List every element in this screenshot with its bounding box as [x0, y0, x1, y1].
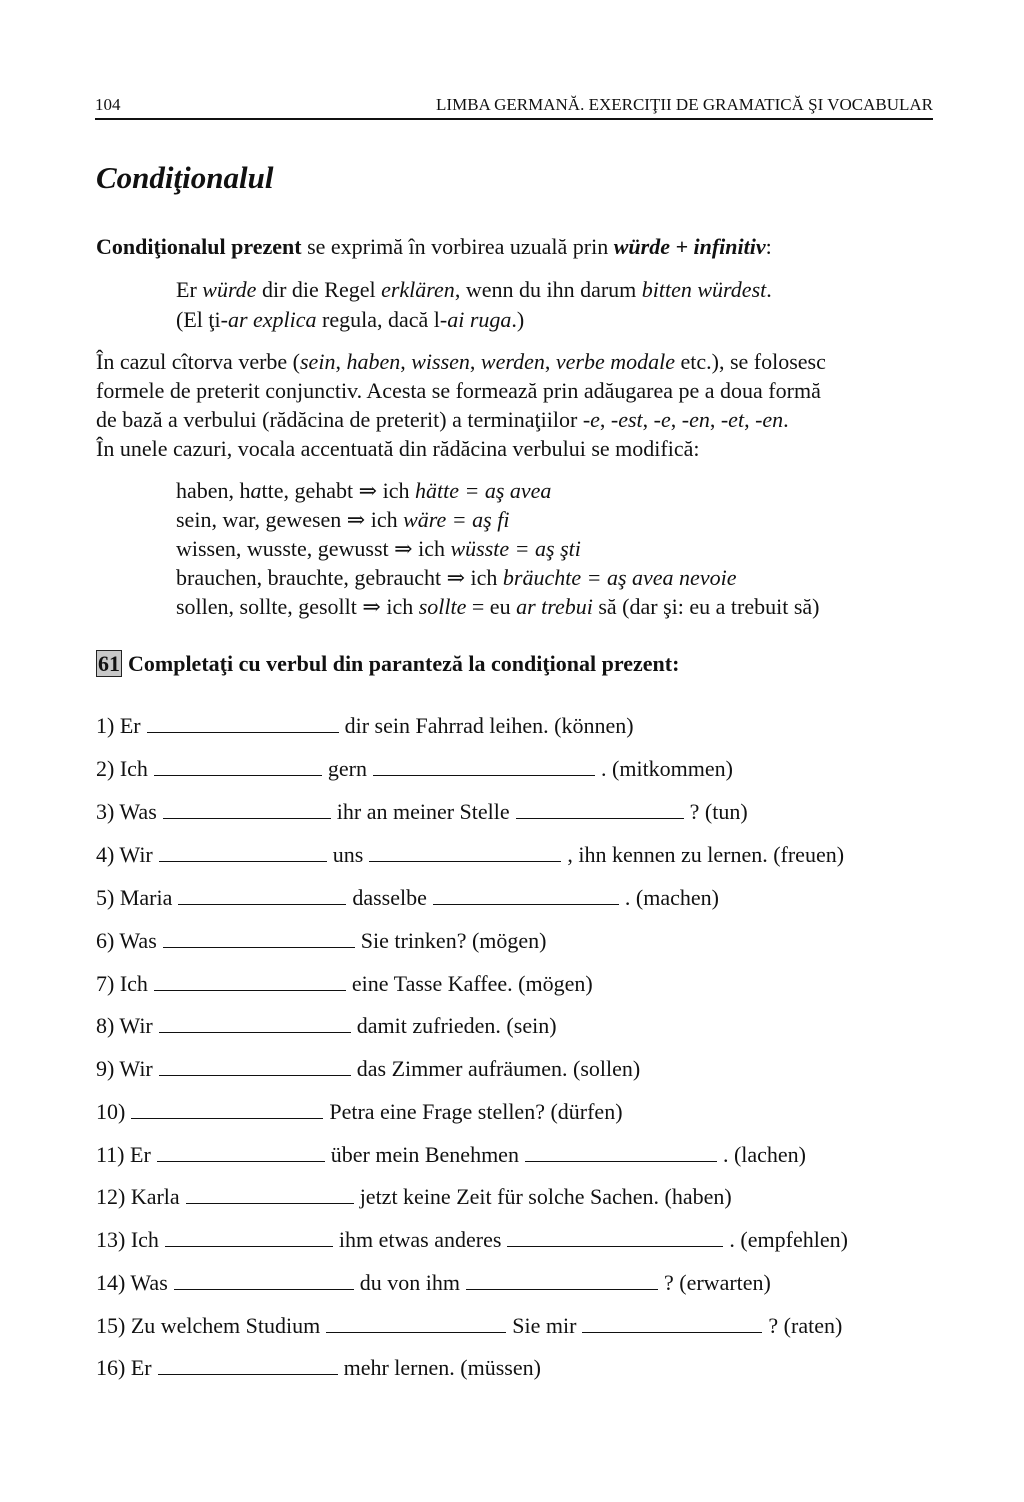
item-prefix: 14) Was: [96, 1270, 168, 1295]
item-prefix: 7) Ich: [96, 971, 148, 996]
text: În cazul cîtorva verbe (: [96, 349, 300, 374]
section-title: Condiţionalul: [96, 160, 274, 195]
exercise-item: [96, 754, 733, 783]
exercise-item: [96, 926, 547, 955]
item-text: das Zimmer aufräumen. (sollen): [356, 1056, 641, 1081]
answer-blank[interactable]: [326, 1312, 506, 1333]
text: wäre = aş fi: [403, 507, 510, 532]
text: haben, h: [176, 478, 251, 503]
text: ai ruga: [447, 307, 512, 332]
item-prefix: 2) Ich: [96, 756, 148, 781]
text: .: [766, 277, 772, 302]
text: de bază a verbului (rădăcina de preterit) a terminaţiilor: [96, 407, 583, 432]
answer-blank[interactable]: [159, 1055, 351, 1076]
item-suffix: ? (erwarten): [664, 1270, 771, 1295]
item-text: ihr an meiner Stelle: [336, 799, 510, 824]
exercise-item: [96, 1054, 640, 1083]
arrow-icon: ⇒: [394, 536, 413, 561]
text: wissen, wusste, gewusst: [176, 536, 395, 561]
paragraph-line-4: În unele cazuri, vocala accentuată din rădăcina verbului se modifică:: [96, 436, 700, 461]
text: haben: [346, 349, 401, 374]
arrow-icon: ⇒: [358, 478, 378, 503]
example-german: [176, 275, 772, 304]
answer-blank[interactable]: [147, 712, 339, 733]
answer-blank[interactable]: [163, 927, 355, 948]
text: ,: [544, 349, 556, 374]
item-text: jetzt keine Zeit für solche Sachen. (haben): [359, 1184, 732, 1209]
text: să (dar şi: eu a trebuit să): [592, 594, 820, 619]
text: wissen: [411, 349, 470, 374]
answer-blank[interactable]: [163, 798, 331, 819]
exercise-item: [96, 1353, 541, 1382]
answer-blank[interactable]: [525, 1141, 717, 1162]
text: = eu: [466, 594, 517, 619]
text: -et: [720, 407, 745, 432]
intro-text: se exprimă în vorbirea uzuală prin: [301, 234, 614, 259]
item-suffix: . (machen): [624, 885, 719, 910]
form-row: [176, 592, 820, 621]
item-text: uns: [332, 842, 364, 867]
answer-blank[interactable]: [373, 755, 595, 776]
text: -est: [610, 407, 643, 432]
answer-blank[interactable]: [186, 1183, 354, 1204]
text: , wenn du ihn darum: [454, 277, 642, 302]
item-text: damit zufrieden. (sein): [356, 1013, 557, 1038]
text: verbe modale: [555, 349, 675, 374]
item-prefix: 10): [96, 1099, 126, 1124]
exercise-item: [96, 1225, 848, 1254]
item-suffix: ? (raten): [768, 1313, 843, 1338]
answer-blank[interactable]: [165, 1226, 333, 1247]
item-text: eine Tasse Kaffee. (mögen): [351, 971, 593, 996]
answer-blank[interactable]: [131, 1098, 323, 1119]
text: tte, gehabt: [261, 478, 359, 503]
answer-blank[interactable]: [466, 1269, 658, 1290]
answer-blank[interactable]: [516, 798, 684, 819]
item-text: Sie mir: [512, 1313, 577, 1338]
text: a: [250, 478, 262, 503]
text: ,: [642, 407, 654, 432]
exercise-heading: [96, 649, 679, 678]
text: ich: [412, 536, 451, 561]
item-prefix: 12) Karla: [96, 1184, 180, 1209]
item-prefix: 16) Er: [96, 1355, 152, 1380]
text: ,: [469, 349, 481, 374]
text: .: [783, 407, 789, 432]
item-prefix: 6) Was: [96, 928, 157, 953]
running-title: LIMBA GERMANĂ. EXERCIŢII DE GRAMATICĂ ŞI VOCABULAR: [436, 95, 933, 114]
item-text: gern: [327, 756, 368, 781]
paragraph-line-2: formele de preterit conjunctiv. Acesta se formează prin adăugarea pe a doua formă: [96, 378, 821, 403]
exercise-item: [96, 1140, 806, 1169]
item-prefix: 5) Maria: [96, 885, 173, 910]
text: ich: [365, 507, 404, 532]
text: ,: [599, 407, 611, 432]
form-row: [176, 505, 509, 534]
exercise-item: [96, 840, 844, 869]
text: hätte = aş avea: [415, 478, 552, 503]
text: ,: [335, 349, 347, 374]
arrow-icon: ⇒: [346, 507, 366, 532]
text: ,: [400, 349, 412, 374]
paragraph-line-1: [96, 347, 826, 376]
answer-blank[interactable]: [154, 755, 322, 776]
item-text: dasselbe: [352, 885, 427, 910]
item-text: ihm etwas anderes: [338, 1227, 502, 1252]
answer-blank[interactable]: [154, 970, 346, 991]
text: bräuchte = aş avea nevoie: [502, 565, 737, 590]
text: würde: [202, 277, 257, 302]
intro-term: Condiţionalul prezent: [96, 234, 302, 259]
intro-paragraph: [96, 232, 772, 261]
item-text: Petra eine Frage stellen? (dürfen): [329, 1099, 623, 1124]
text: dir die Regel: [256, 277, 382, 302]
item-prefix: 4) Wir: [96, 842, 153, 867]
text: ar trebui: [516, 594, 593, 619]
text: -en: [755, 407, 784, 432]
text: ,: [744, 407, 756, 432]
item-prefix: 15) Zu welchem Studium: [96, 1313, 321, 1338]
item-prefix: 8) Wir: [96, 1013, 153, 1038]
text: werden: [480, 349, 545, 374]
item-prefix: 9) Wir: [96, 1056, 153, 1081]
text: sollen, sollte, gesollt: [176, 594, 363, 619]
text: ar explica: [227, 307, 317, 332]
item-prefix: 3) Was: [96, 799, 157, 824]
arrow-icon: ⇒: [446, 565, 466, 590]
exercise-item: [96, 883, 719, 912]
example-romanian: [176, 305, 524, 334]
item-text: dir sein Fahrrad leihen. (können): [344, 713, 634, 738]
answer-blank[interactable]: [369, 841, 561, 862]
exercise-item: [96, 711, 634, 740]
answer-blank[interactable]: [158, 1354, 338, 1375]
text: -en: [681, 407, 710, 432]
answer-blank[interactable]: [433, 884, 619, 905]
exercise-item: [96, 1011, 557, 1040]
item-prefix: 11) Er: [96, 1142, 151, 1167]
item-suffix: . (empfehlen): [729, 1227, 848, 1252]
exercise-item: [96, 1097, 623, 1126]
text: wüsste = aş şti: [450, 536, 581, 561]
answer-blank[interactable]: [174, 1269, 354, 1290]
text: regula, dacă l-: [316, 307, 448, 332]
page-number: 104: [95, 95, 121, 114]
item-suffix: . (lachen): [722, 1142, 807, 1167]
item-text: über mein Benehmen: [330, 1142, 519, 1167]
item-text: mehr lernen. (müssen): [343, 1355, 541, 1380]
intro-colon: :: [765, 234, 772, 259]
paragraph-line-3: [96, 405, 789, 434]
text: ich: [380, 594, 419, 619]
item-text: Sie trinken? (mögen): [360, 928, 547, 953]
intro-formula: würde + infinitiv: [613, 234, 766, 259]
item-prefix: 1) Er: [96, 713, 141, 738]
item-suffix: . (mitkommen): [601, 756, 733, 781]
exercise-item: [96, 1268, 771, 1297]
text: (El ţi-: [176, 307, 228, 332]
text: bitten würdest: [641, 277, 767, 302]
answer-blank[interactable]: [159, 1012, 351, 1033]
text: -e: [653, 407, 671, 432]
text: ,: [709, 407, 721, 432]
answer-blank[interactable]: [157, 1141, 325, 1162]
text: .): [511, 307, 525, 332]
item-text: du von ihm: [359, 1270, 460, 1295]
text: etc.), se folosesc: [674, 349, 826, 374]
answer-blank[interactable]: [507, 1226, 723, 1247]
answer-blank[interactable]: [178, 884, 346, 905]
text: ich: [377, 478, 415, 503]
text: Er: [176, 277, 203, 302]
form-row: [176, 534, 581, 563]
form-row: [176, 563, 736, 592]
text: brauchen, brauchte, gebraucht: [176, 565, 447, 590]
exercise-item: [96, 1182, 732, 1211]
running-header: [95, 94, 933, 120]
exercise-item: [96, 969, 593, 998]
exercise-number-badge: 61: [98, 651, 120, 676]
item-prefix: 13) Ich: [96, 1227, 159, 1252]
text: erklären: [381, 277, 455, 302]
text: sein, war, gewesen: [176, 507, 347, 532]
exercise-item: [96, 797, 748, 826]
text: sein: [300, 349, 336, 374]
form-row: [176, 476, 551, 505]
answer-blank[interactable]: [582, 1312, 762, 1333]
exercise-item: [96, 1311, 842, 1340]
text: sollte: [418, 594, 467, 619]
text: ich: [465, 565, 503, 590]
arrow-icon: ⇒: [362, 594, 381, 619]
answer-blank[interactable]: [159, 841, 327, 862]
text: ,: [670, 407, 682, 432]
text: -e: [582, 407, 600, 432]
item-suffix: , ihn kennen zu lernen. (freuen): [567, 842, 845, 867]
item-suffix: ? (tun): [689, 799, 748, 824]
exercise-instruction: Completaţi cu verbul din paranteză la condiţional prezent:: [128, 651, 680, 676]
